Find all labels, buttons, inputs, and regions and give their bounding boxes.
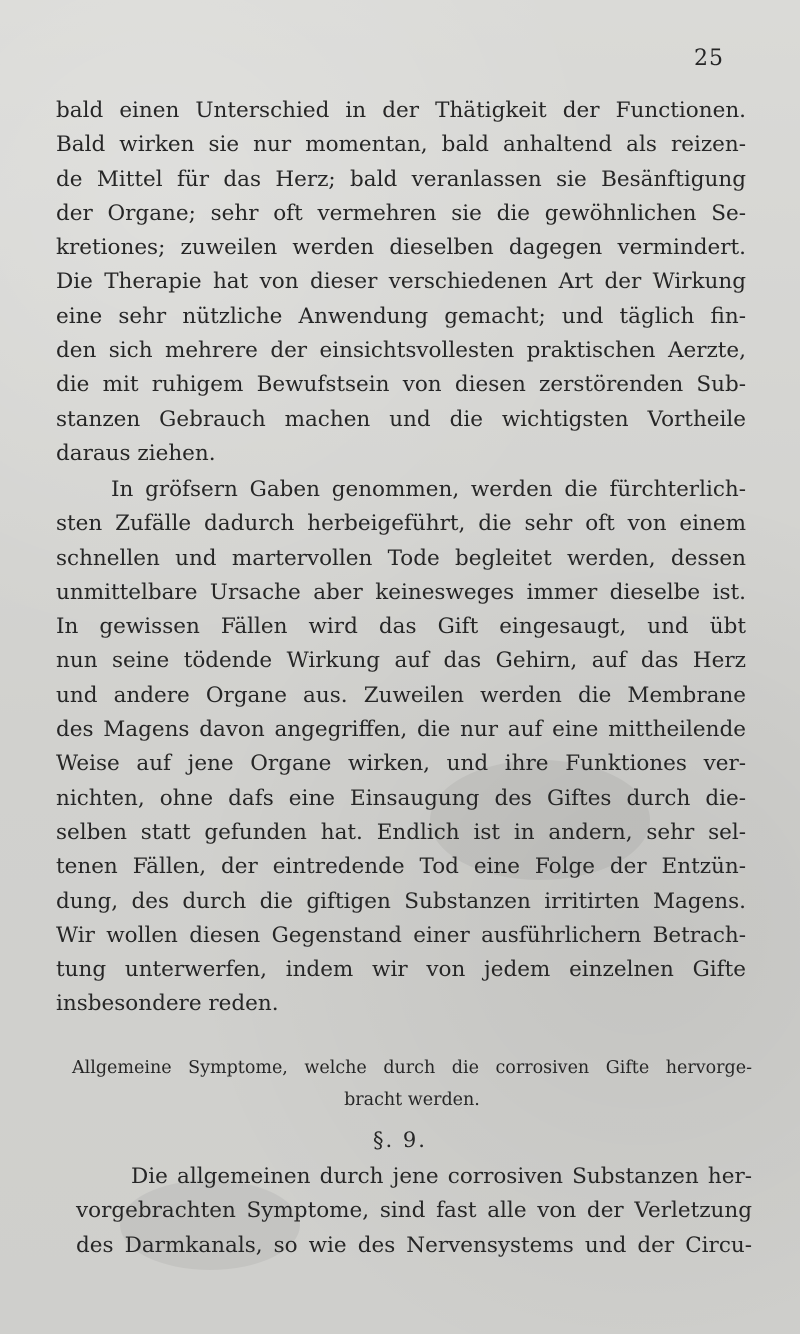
text-line: Weise auf jene Organe wirken, und ihre Funktiones ver- [56,751,746,777]
text-line: bald einen Unterschied in der Thätigkeit der Functionen. [56,98,746,123]
heading-line: Allgemeine Symptome, welche durch die corrosiven Gifte hervorge- [72,1058,752,1078]
text-line: selben statt gefunden hat. Endlich ist in andern, sehr sel- [56,819,746,845]
text-line: daraus ziehen. [56,440,216,466]
text-line: In gewissen Fällen wird das Gift eingesaugt, und übt [56,614,746,640]
heading-line: bracht werden. [344,1090,480,1110]
text-line: stanzen Gebrauch machen und die wichtigsten Vortheile [56,406,746,432]
text-line: In gröfsern Gaben genommen, werden die fürchterlich- [111,477,746,502]
text-line: des Darmkanals, so wie des Nervensystems und der Circu- [76,1232,752,1258]
text-line: tung unterwerfen, indem wir von jedem einzelnen Gifte [56,957,746,983]
text-line: Die Therapie hat von dieser verschiedenen Art der Wirkung [56,269,746,295]
text-line: de Mittel für das Herz; bald veranlassen sie Besänftigung [56,166,746,192]
text-line: die mit ruhigem Bewufstsein von diesen zerstörenden Sub- [56,372,746,398]
text-line: dung, des durch die giftigen Substanzen irritirten Magens. [56,888,746,914]
text-line: und andere Organe aus. Zuweilen werden die Membrane [56,682,746,708]
text-line: sten Zufälle dadurch herbeigeführt, die sehr oft von einem [56,511,746,537]
text-line: schnellen und martervollen Tode begleitet werden, dessen [56,545,746,571]
section-number: §. 9. [373,1128,427,1152]
paragraph-2 [56,473,746,1022]
text-line: insbesondere reden. [56,991,279,1017]
text-line: Wir wollen diesen Gegenstand einer ausführlichern Betrach- [56,922,746,948]
text-line: der Organe; sehr oft vermehren sie die gewöhnlichen Se- [56,200,746,226]
text-line: nun seine tödende Wirkung auf das Gehirn, auf das Herz [56,648,746,674]
page-number: 25 [694,46,724,71]
text-line: den sich mehrere der einsichtsvollesten praktischen Aerzte, [56,338,746,364]
text-line: Die allgemeinen durch jene corrosiven Substanzen her- [131,1164,752,1189]
text-line: nichten, ohne dafs eine Einsaugung des Giftes durch die- [56,785,746,811]
text-line: vorgebrachten Symptome, sind fast alle von der Verletzung [76,1198,752,1224]
paragraph-3 [76,1160,752,1263]
text-line: des Magens davon angegriffen, die nur auf eine mittheilende [56,717,746,743]
text-line: tenen Fällen, der eintredende Tod eine Folge der Entzün- [56,854,746,880]
paragraph-1 [56,94,746,471]
section-heading [72,1052,752,1116]
text-line: Bald wirken sie nur momentan, bald anhaltend als reizen- [56,132,746,158]
text-line: kretiones; zuweilen werden dieselben dagegen vermindert. [56,235,746,261]
text-line: unmittelbare Ursache aber keinesweges immer dieselbe ist. [56,579,746,605]
text-line: eine sehr nützliche Anwendung gemacht; und täglich fin- [56,303,746,329]
